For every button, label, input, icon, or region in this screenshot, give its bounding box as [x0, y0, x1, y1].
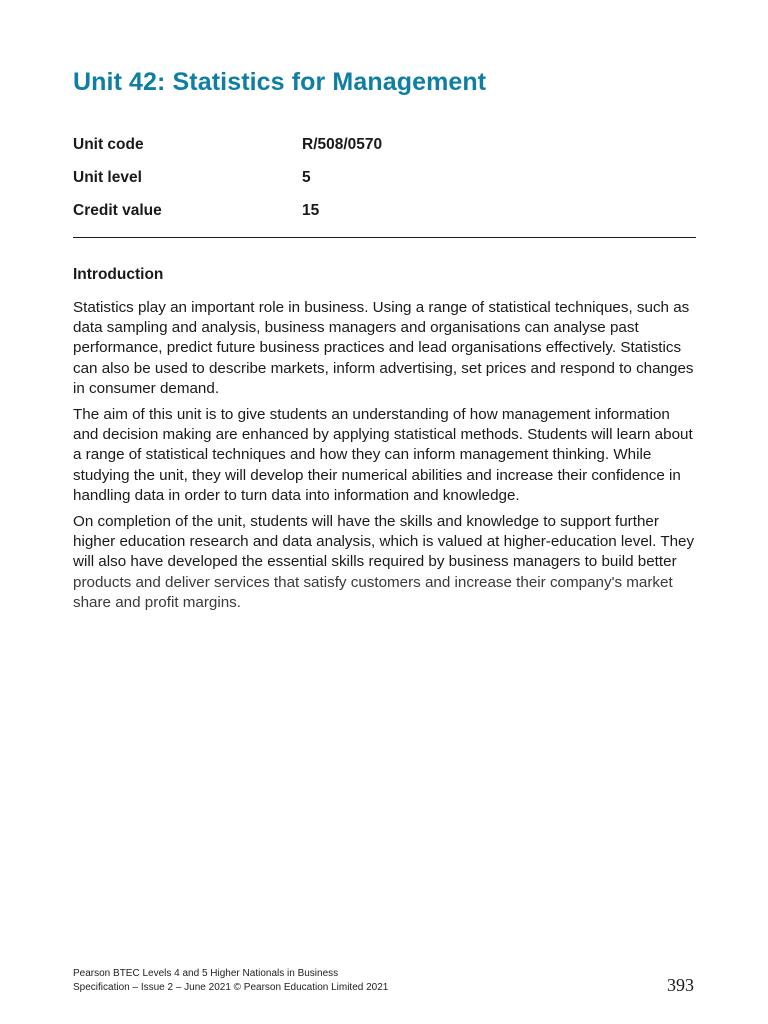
introduction-paragraph-3-start: On completion of the unit, students will have the skills and knowledge to support further higher education research and data analysis, which is valued at higher-education level. They will also have developed the essential skills required by business managers to build better: [73, 513, 695, 571]
introduction-paragraph-1: Statistics play an important role in business. Using a range of statistical techniques, such as data sampling and analysis, business managers and organisations can analyse past performance, predict future business practices and lead organisations effectively. Statistics can also be used to describe markets, inform advertising, set prices and respond to changes in consumer demand.: [73, 299, 694, 397]
credit-value-label: Credit value: [73, 201, 162, 219]
page-number: 393: [667, 975, 694, 995]
footer-specification-line: Specification – Issue 2 – June 2021 © Pearson Education Limited 2021: [73, 982, 389, 993]
introduction-paragraph-2: The aim of this unit is to give students an understanding of how management information and decision making are enhanced by applying statistical methods. Students will learn about a range of statistical techniques and how they can inform management thinking. While studying the unit, they will develop their numerical abilities and increase their confidence in handling data in order to turn data into information and knowledge.: [73, 406, 693, 504]
unit-code-row: [73, 128, 696, 161]
unit-level-row: [73, 161, 696, 194]
footer-publication-line: Pearson BTEC Levels 4 and 5 Higher Nationals in Business: [73, 968, 339, 979]
page-title: Unit 42: Statistics for Management: [73, 68, 487, 96]
unit-level-value: 5: [302, 168, 311, 186]
page-footer: [73, 967, 388, 995]
unit-code-label: Unit code: [73, 135, 144, 153]
unit-level-label: Unit level: [73, 168, 142, 186]
credit-value-row: [73, 194, 696, 227]
unit-info-table: [73, 128, 696, 227]
introduction-heading: Introduction: [73, 266, 164, 283]
section-divider: [73, 237, 696, 238]
introduction-paragraph-3: [73, 512, 698, 613]
unit-code-value: R/508/0570: [302, 135, 383, 153]
introduction-body: [73, 298, 698, 619]
introduction-paragraph-3-end: products and deliver services that satisfy customers and increase their company's market share and profit margins.: [73, 573, 673, 611]
credit-value-value: 15: [302, 201, 320, 219]
